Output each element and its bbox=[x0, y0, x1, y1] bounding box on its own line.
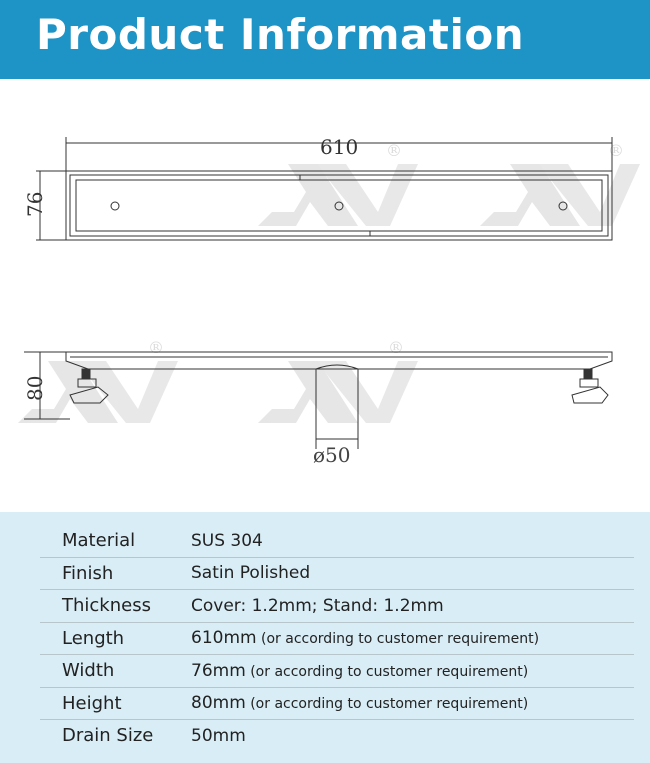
stand-nut bbox=[580, 379, 598, 387]
spec-label: Height bbox=[62, 692, 122, 714]
spec-value bbox=[191, 531, 263, 551]
spec-value-main: Satin Polished bbox=[191, 563, 311, 584]
right-stand-foot bbox=[572, 387, 608, 403]
watermark-logos bbox=[18, 141, 640, 423]
spec-value-main: 80mm bbox=[191, 693, 246, 714]
drain-diameter-label: ø50 bbox=[313, 443, 351, 467]
spec-value bbox=[191, 693, 528, 713]
registered-mark: ® bbox=[386, 141, 402, 160]
watermark-logo bbox=[258, 338, 418, 423]
width-label: 76 bbox=[23, 191, 47, 217]
spec-value bbox=[191, 661, 528, 681]
spec-note: (or according to customer requirement) bbox=[245, 696, 529, 713]
page-title: Product Information bbox=[36, 10, 525, 59]
spec-label: Length bbox=[62, 627, 125, 649]
spec-note: (or according to customer requirement) bbox=[256, 631, 540, 648]
spec-row-height bbox=[40, 688, 634, 721]
spec-row-length bbox=[40, 623, 634, 656]
spec-value-main: Cover: 1.2mm; Stand: 1.2mm bbox=[191, 595, 444, 616]
drawing-svg bbox=[0, 79, 650, 512]
spec-table-section bbox=[0, 512, 650, 763]
spec-label: Drain Size bbox=[62, 725, 154, 747]
registered-mark: ® bbox=[148, 338, 164, 357]
height-label: 80 bbox=[23, 375, 47, 401]
registered-mark: ® bbox=[608, 141, 624, 160]
fixing-hole bbox=[111, 202, 119, 210]
spec-value-main: SUS 304 bbox=[191, 530, 263, 551]
length-label: 610 bbox=[320, 135, 359, 159]
spec-row-width bbox=[40, 655, 634, 688]
spec-value-main: 50mm bbox=[191, 725, 246, 746]
technical-drawing bbox=[0, 79, 650, 512]
spec-note: (or according to customer requirement) bbox=[245, 663, 529, 680]
stand-screw bbox=[584, 369, 592, 379]
spec-row-material bbox=[40, 525, 634, 558]
spec-value bbox=[191, 726, 246, 746]
spec-row-finish bbox=[40, 558, 634, 591]
spec-label: Material bbox=[62, 530, 136, 552]
spec-value bbox=[191, 596, 444, 616]
spec-value-main: 76mm bbox=[191, 660, 246, 681]
spec-label: Thickness bbox=[62, 595, 151, 617]
spec-label: Width bbox=[62, 660, 115, 682]
spec-label: Finish bbox=[62, 562, 114, 584]
registered-mark: ® bbox=[388, 338, 404, 357]
spec-row-thickness bbox=[40, 590, 634, 623]
spec-value bbox=[191, 563, 310, 583]
header-banner bbox=[0, 0, 650, 79]
spec-value-main: 610mm bbox=[191, 628, 257, 649]
spec-value bbox=[191, 628, 539, 648]
stand-screw bbox=[82, 369, 90, 379]
watermark-logo bbox=[480, 141, 640, 226]
spec-row-drain-size bbox=[40, 720, 634, 752]
spec-table bbox=[40, 525, 634, 752]
